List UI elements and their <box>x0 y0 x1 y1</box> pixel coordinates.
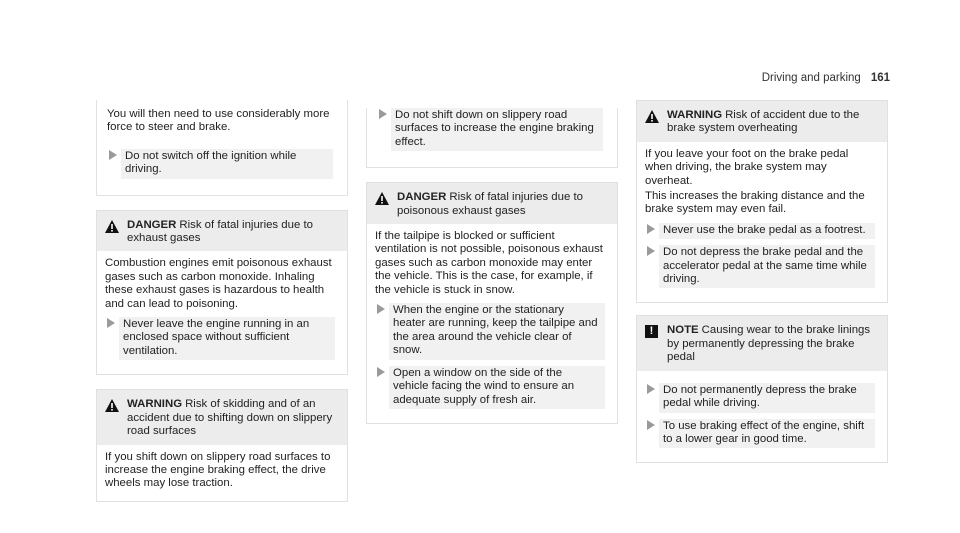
page-number: 161 <box>870 72 890 84</box>
warning-triangle-icon <box>645 110 659 123</box>
warning-body: If you shift down on slippery road surfaces to increase the engine braking effect, the drive wheels may lose traction. <box>105 450 331 490</box>
list-item <box>645 223 875 239</box>
bullet-triangle-icon <box>379 109 387 119</box>
list-item <box>645 245 875 288</box>
danger-keyword: DANGER <box>127 218 177 231</box>
bullet-triangle-icon <box>377 304 385 314</box>
page-header <box>762 72 890 84</box>
note-heading: Causing wear to the brake linings by permanently depressing the brake pedal <box>667 324 871 364</box>
note-keyword: NOTE <box>667 324 699 337</box>
danger-keyword: DANGER <box>397 191 447 204</box>
list-item <box>645 419 875 449</box>
warning-keyword: WARNING <box>667 109 723 121</box>
note-exclamation-icon: ! <box>645 325 658 338</box>
column-middle <box>366 100 618 424</box>
bullet-triangle-icon <box>107 318 115 328</box>
intro-text: You will then need to use considerably more force to steer and brake. <box>107 108 330 134</box>
bullet-text: When the engine or the stationary heater are running, keep the tailpipe and the area around the vehicle clear of snow. <box>389 303 605 360</box>
bullet-triangle-icon <box>647 246 655 256</box>
list-item <box>645 383 875 413</box>
list-item <box>105 317 335 360</box>
warning-box <box>96 389 348 501</box>
bullet-triangle-icon <box>377 367 385 377</box>
danger-heading: Risk of fatal injuries due to exhaust gases <box>127 218 313 245</box>
danger-body: Combustion engines emit poisonous exhaust gases such as carbon monoxide. Inhaling these exhaust gases is hazardous to health and can lead to poisoning. <box>105 257 332 310</box>
bullet-triangle-icon <box>647 420 655 430</box>
danger-box <box>366 182 618 424</box>
warning-triangle-icon <box>375 192 389 205</box>
bullet-triangle-icon <box>647 224 655 234</box>
column-right <box>636 100 888 463</box>
list-item <box>375 303 605 360</box>
danger-body: If the tailpipe is blocked or sufficient ventilation is not possible, poisonous exhaust gases such as carbon monoxide may enter the vehicle. This is the case, for example, if the vehicle is stuck in snow. <box>375 230 603 296</box>
danger-heading: Risk of fatal injuries due to poisonous exhaust gases <box>397 191 583 217</box>
bullet-triangle-icon <box>647 384 655 394</box>
bullet-text: Never leave the engine running in an enclosed space without sufficient ventilation. <box>119 317 335 360</box>
warning-triangle-icon <box>105 220 119 233</box>
bullet-text: Do not permanently depress the brake pedal while driving. <box>659 383 875 413</box>
bullet-text: Do not depress the brake pedal and the accelerator pedal at the same time while driving. <box>659 245 875 288</box>
note-box <box>636 315 888 463</box>
warning-box <box>636 100 888 303</box>
danger-box <box>96 210 348 376</box>
list-item <box>377 108 603 151</box>
section-title: Driving and parking <box>761 72 861 84</box>
bullet-triangle-icon <box>109 150 117 160</box>
warning-triangle-icon <box>105 399 119 412</box>
warning-body: If you leave your foot on the brake pedal when driving, the brake system may overheat. <box>645 147 849 187</box>
warning-body: This increases the braking distance and the brake system may even fail. <box>645 190 865 216</box>
bullet-text: Do not shift down on slippery road surfaces to increase the engine braking effect. <box>391 108 603 151</box>
warning-heading: Risk of skidding and of an accident due to shifting down on slippery road surfaces <box>127 398 333 438</box>
intro-block <box>96 100 348 196</box>
bullet-text: Never use the brake pedal as a footrest. <box>659 223 875 239</box>
bullet-text: Open a window on the side of the vehicle facing the wind to ensure an adequate supply of fresh air. <box>389 366 605 409</box>
bullet-text: Do not switch off the ignition while driving. <box>121 149 333 179</box>
bullet-text: To use braking effect of the engine, shift to a lower gear in good time. <box>659 419 875 449</box>
warning-keyword: WARNING <box>127 398 183 411</box>
warning-heading: Risk of accident due to the brake system overheating <box>667 109 860 135</box>
list-item <box>107 149 333 179</box>
column-left <box>96 100 348 502</box>
list-item <box>375 366 605 409</box>
shift-block <box>366 108 618 168</box>
